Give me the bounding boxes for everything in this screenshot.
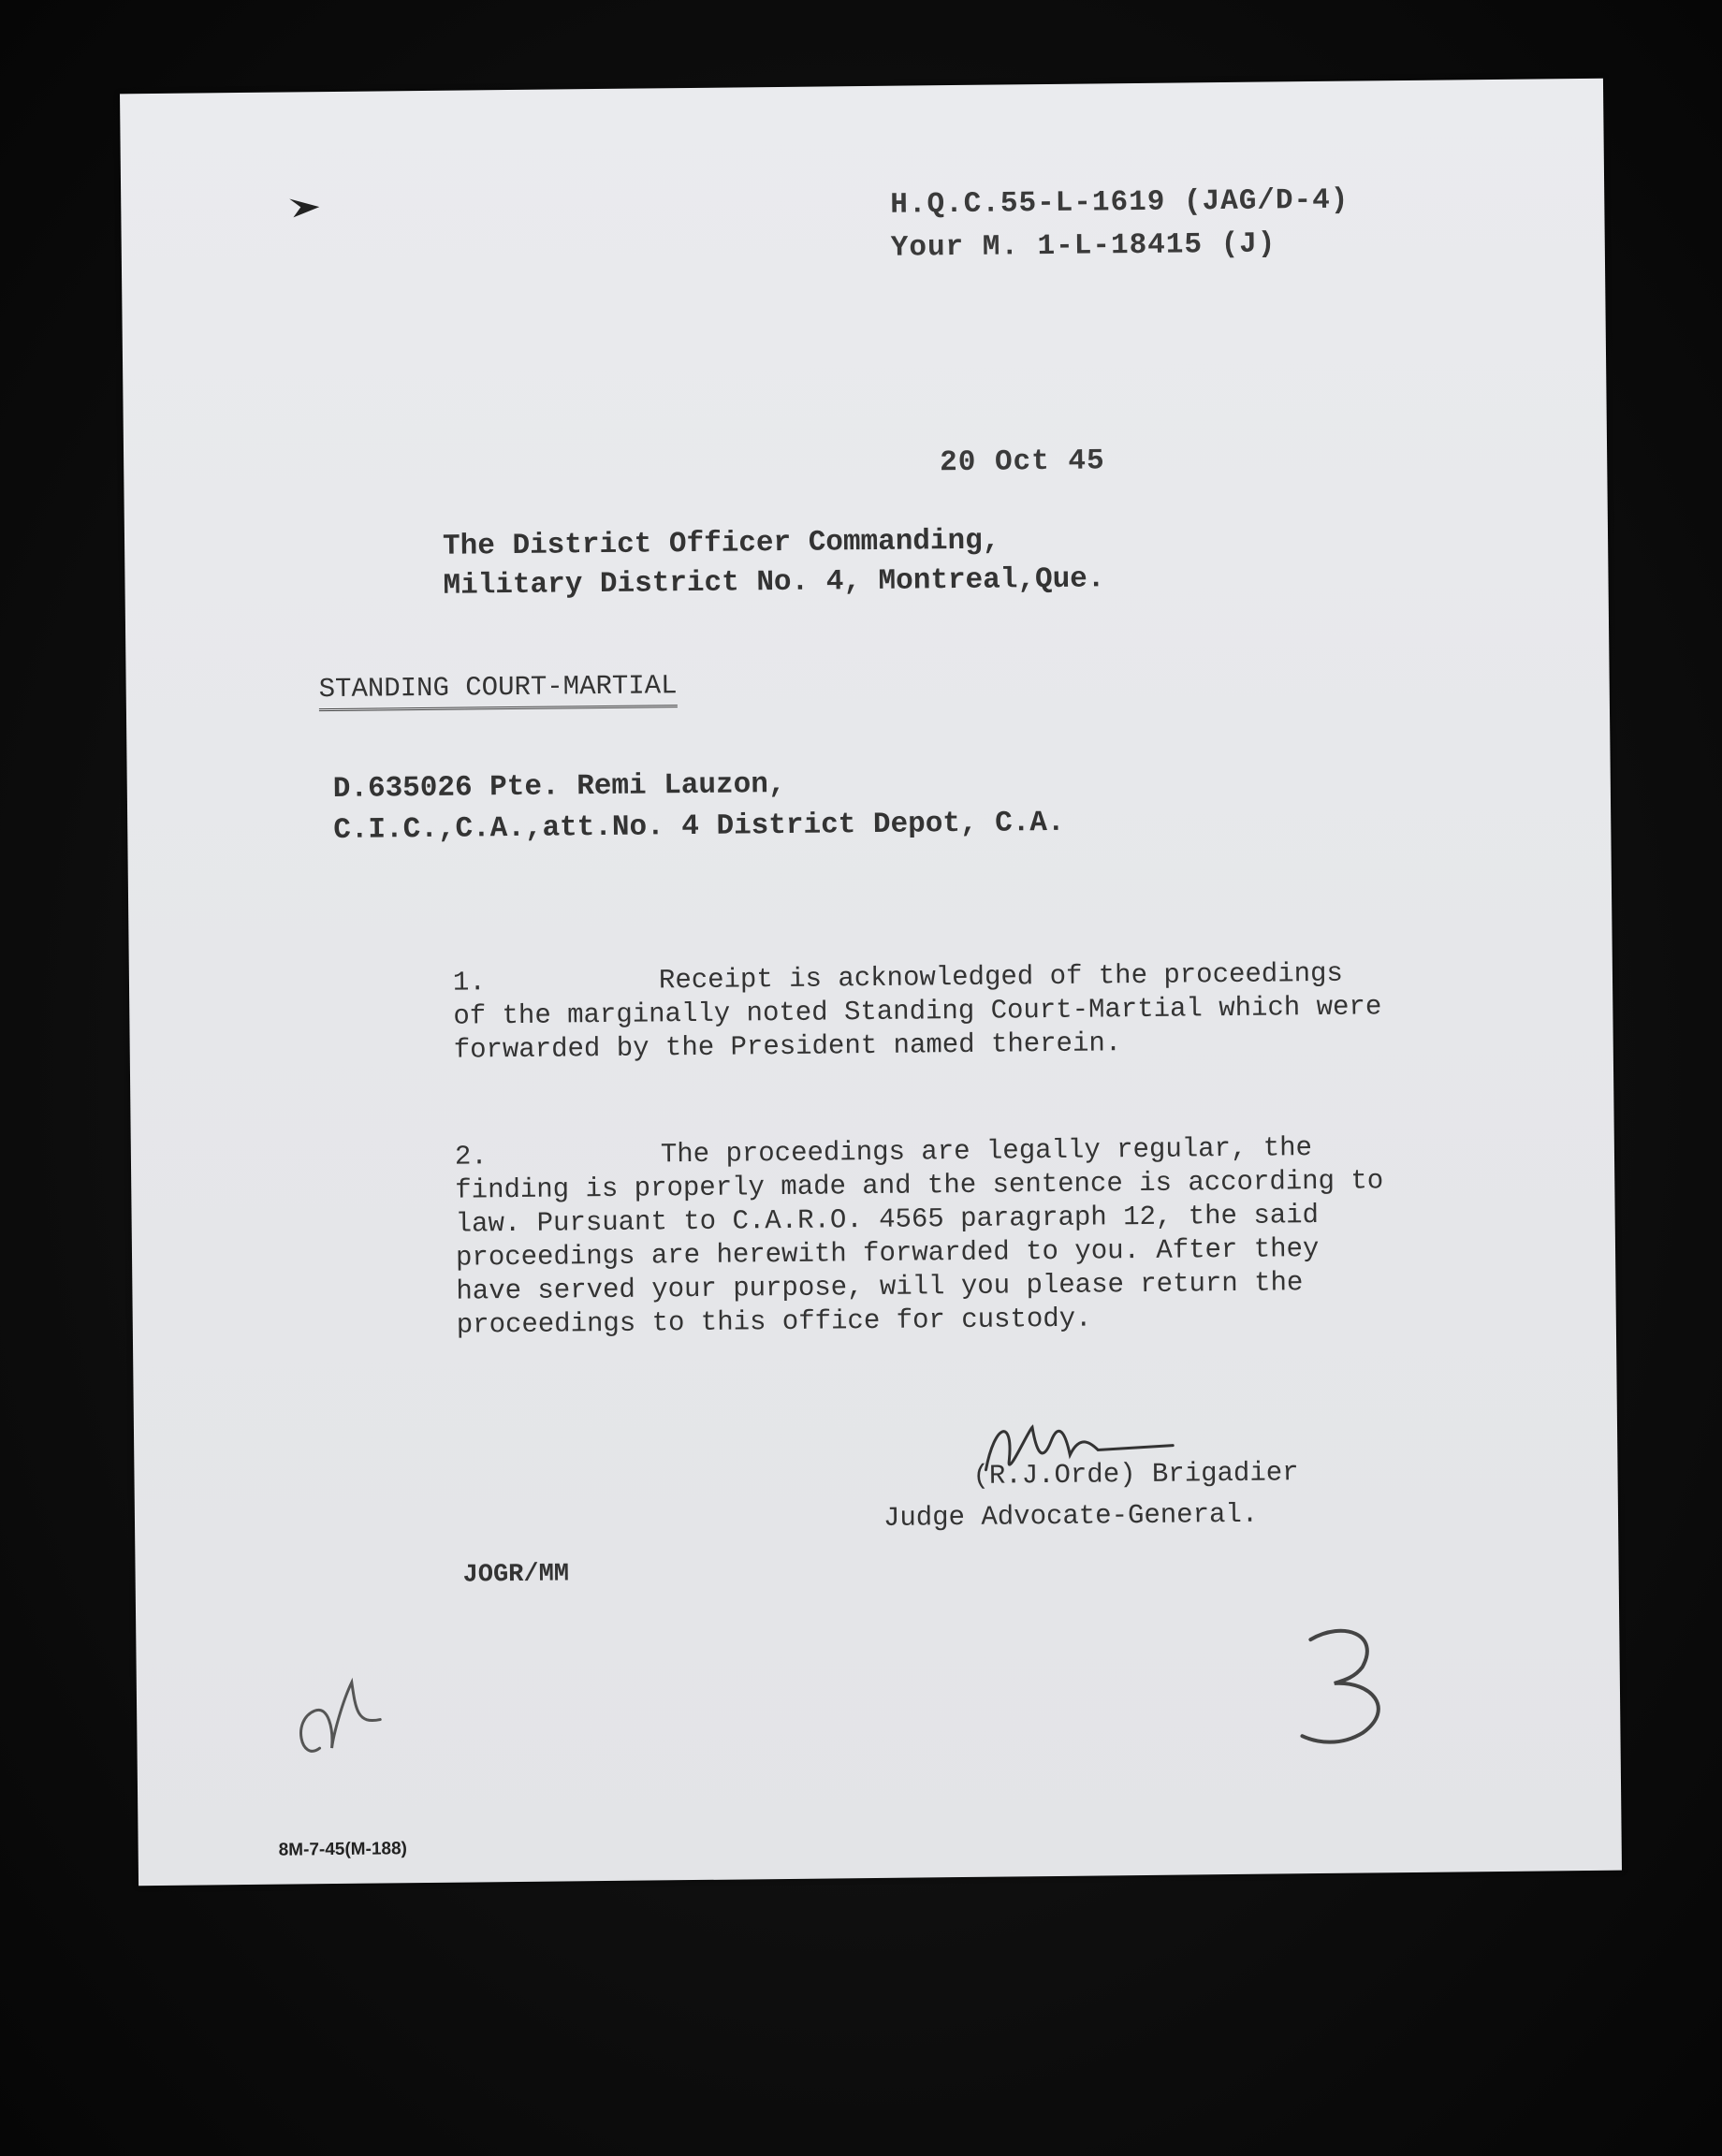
paragraph-2-number: 2. — [454, 1141, 488, 1173]
letter-page — [120, 79, 1622, 1886]
addressee-line-2: Military District No. 4, Montreal,Que. — [443, 562, 1105, 603]
letter-date: 20 Oct 45 — [940, 444, 1105, 480]
handwritten-ar — [276, 1644, 408, 1776]
paragraph-1-text: Receipt is acknowledged of the proceedings of the marginally noted Standing Court-Martial which were forwarded by the President named therein. — [453, 957, 1382, 1066]
reference-line-2: Your M. 1-L-18415 (J) — [890, 227, 1277, 265]
paragraph-2 — [455, 1130, 1393, 1342]
paragraph-1-number: 1. — [452, 967, 486, 998]
typist-initials: JOGR/MM — [462, 1560, 570, 1590]
handwritten-page-number — [1287, 1615, 1410, 1756]
addressee-line-1: The District Officer Commanding, — [442, 524, 1000, 563]
soldier-line-1: D.635026 Pte. Remi Lauzon, — [332, 767, 786, 807]
signature-title: Judge Advocate-General. — [883, 1498, 1259, 1534]
paragraph-1 — [453, 956, 1390, 1067]
subject-heading: STANDING COURT-MARTIAL — [319, 670, 678, 711]
signature-name: (R.J.Orde) Brigadier — [972, 1457, 1299, 1492]
paragraph-2-text: The proceedings are legally regular, the finding is properly made and the sentence is according to law. Pursuant to C.A.R.O. 4565 paragraph 12, the said proceedings are herewith forwarded to you. After they have served your purpose, will you please return the proceedings to this office for custody. — [455, 1132, 1384, 1341]
soldier-line-2: C.I.C.,C.A.,att.No. 4 District Depot, C.A. — [333, 806, 1065, 848]
form-code: 8M-7-45(M-188) — [278, 1839, 408, 1860]
reference-line-1: H.Q.C.55-L-1619 (JAG/D-4) — [890, 183, 1350, 222]
arrow-mark-icon — [287, 193, 325, 221]
